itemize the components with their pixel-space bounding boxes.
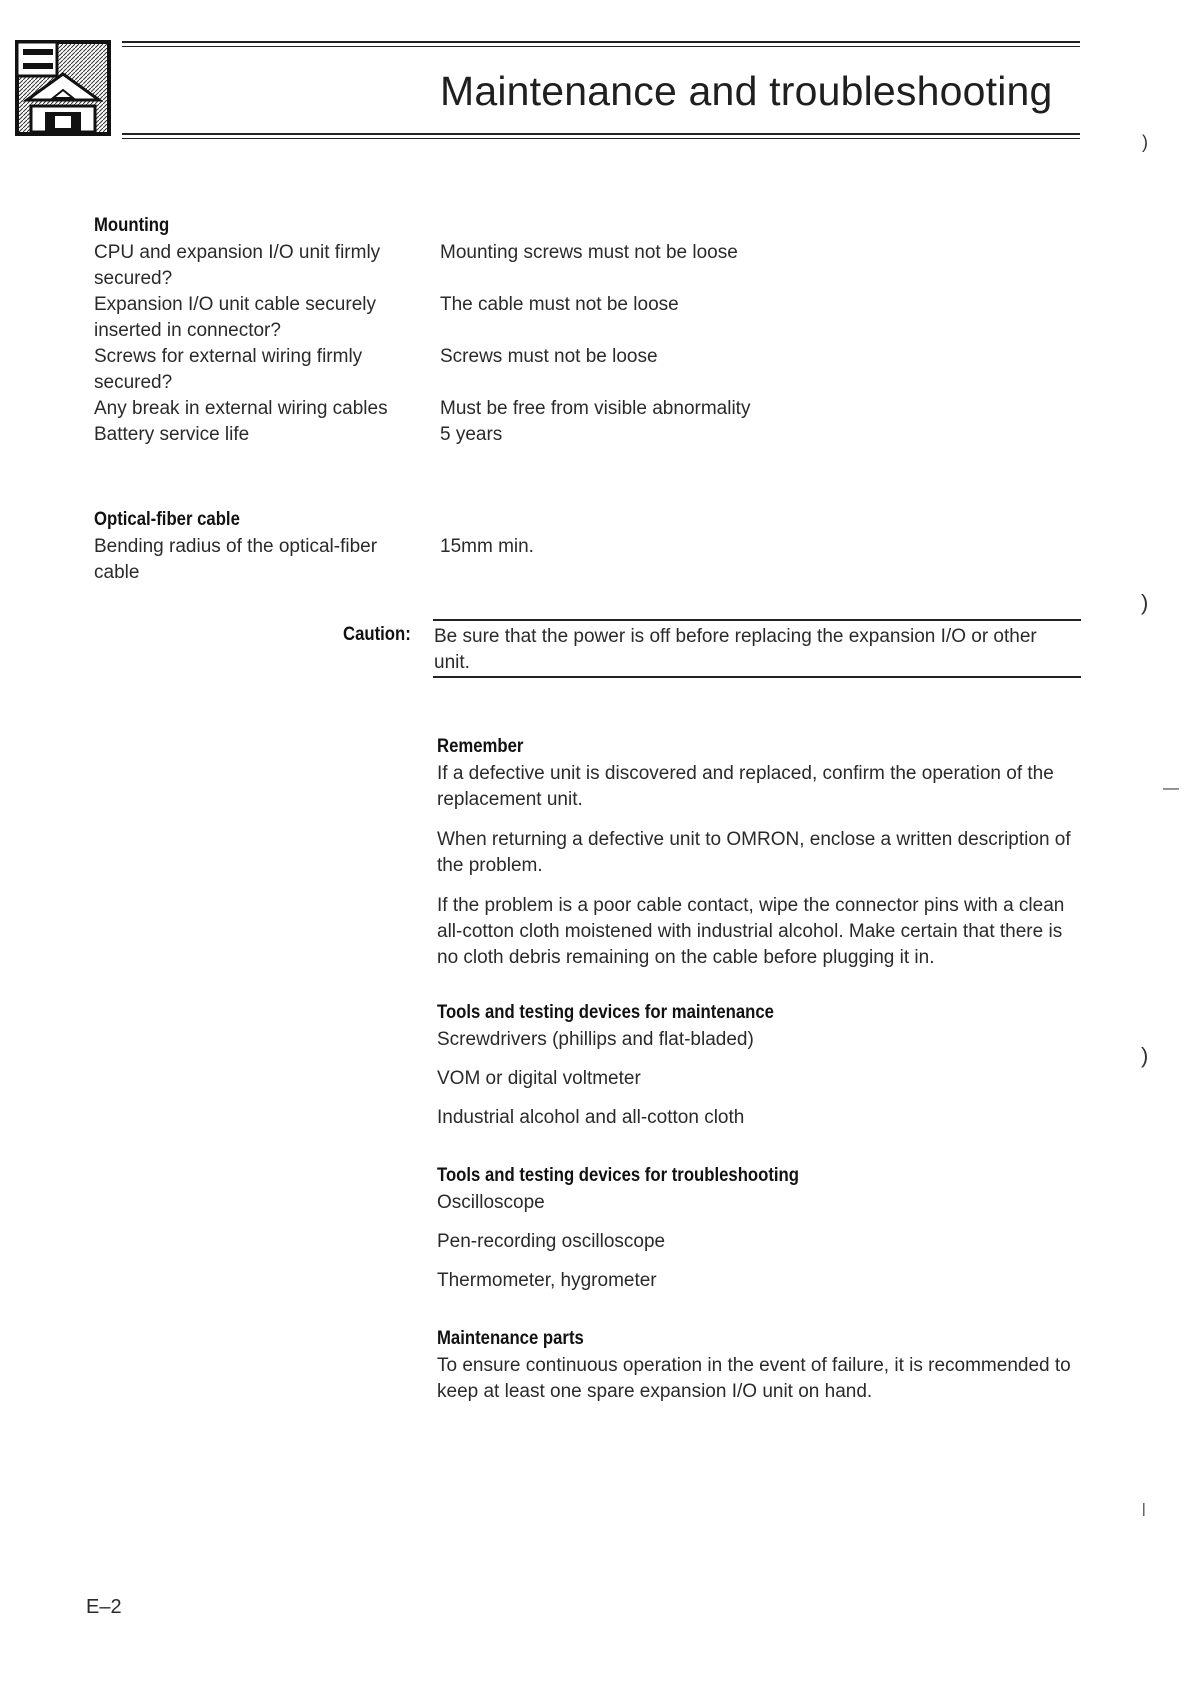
margin-mark: ) <box>1142 132 1148 152</box>
mounting-heading: Mounting <box>94 215 170 236</box>
list-item: Pen-recording oscilloscope <box>437 1231 666 1252</box>
tools-troubleshooting-heading: Tools and testing devices for troubleshooting <box>437 1165 799 1186</box>
list-item: VOM or digital voltmeter <box>437 1068 641 1089</box>
caution-label: Caution: <box>343 624 411 645</box>
mounting-criterion-4: Must be free from visible abnormality <box>440 398 751 419</box>
margin-mark: | <box>1142 1500 1146 1516</box>
remember-body <box>437 761 1085 983</box>
optical-criterion: 15mm min. <box>440 536 534 557</box>
mounting-criterion-3: Screws must not be loose <box>440 346 658 367</box>
margin-mark: ) <box>1141 590 1149 615</box>
margin-mark: ) <box>1141 1043 1149 1068</box>
page-title: Maintenance and troubleshooting <box>440 68 1053 114</box>
header-rule-bottom-thin <box>122 138 1080 139</box>
optical-item: Bending radius of the optical-fiber cable <box>94 536 378 583</box>
list-item: Screwdrivers (phillips and flat-bladed) <box>437 1029 754 1050</box>
header-rule-top <box>122 41 1080 43</box>
tools-troubleshooting-list <box>437 1190 1085 1307</box>
header-rule-bottom <box>122 133 1080 135</box>
list-item: Industrial alcohol and all-cotton cloth <box>437 1107 745 1128</box>
mounting-item-5: Battery service life <box>94 424 250 445</box>
list-item: Oscilloscope <box>437 1192 545 1213</box>
list-item: Thermometer, hygrometer <box>437 1270 657 1291</box>
page-number: E–2 <box>86 1596 122 1618</box>
margin-mark: — <box>1163 780 1179 797</box>
remember-paragraph: If the problem is a poor cable contact, wipe the connector pins with a clean all-cotton cloth moistened with industrial alcohol. Make certain that there is no cloth debris remaining on the cable before plugging it in. <box>437 895 1065 968</box>
tools-maintenance-list <box>437 1027 1085 1144</box>
remember-paragraph: When returning a defective unit to OMRON, enclose a written description of the problem. <box>437 829 1071 876</box>
header-rule-top-thin <box>122 46 1080 47</box>
remember-heading: Remember <box>437 736 524 757</box>
caution-text: Be sure that the power is off before replacing the expansion I/O or other unit. <box>434 626 1037 673</box>
tools-maintenance-heading: Tools and testing devices for maintenance <box>437 1002 774 1023</box>
section-logo-icon <box>15 40 111 136</box>
maintenance-parts-text: To ensure continuous operation in the event of failure, it is recommended to keep at least one spare expansion I/O unit on hand. <box>437 1355 1071 1402</box>
mounting-item-1: CPU and expansion I/O unit firmly secured? <box>94 242 381 289</box>
maintenance-parts-heading: Maintenance parts <box>437 1328 584 1349</box>
mounting-item-4: Any break in external wiring cables <box>94 398 388 419</box>
mounting-criterion-1: Mounting screws must not be loose <box>440 242 738 263</box>
remember-paragraph: If a defective unit is discovered and replaced, confirm the operation of the replacement unit. <box>437 763 1054 810</box>
mounting-criterion-2: The cable must not be loose <box>440 294 679 315</box>
optical-heading: Optical-fiber cable <box>94 509 240 530</box>
caution-rule-bottom <box>433 676 1081 678</box>
mounting-criterion-5: 5 years <box>440 424 503 445</box>
caution-rule-top <box>433 619 1081 621</box>
mounting-item-2: Expansion I/O unit cable securely inserted in connector? <box>94 294 376 341</box>
mounting-item-3: Screws for external wiring firmly secured? <box>94 346 363 393</box>
